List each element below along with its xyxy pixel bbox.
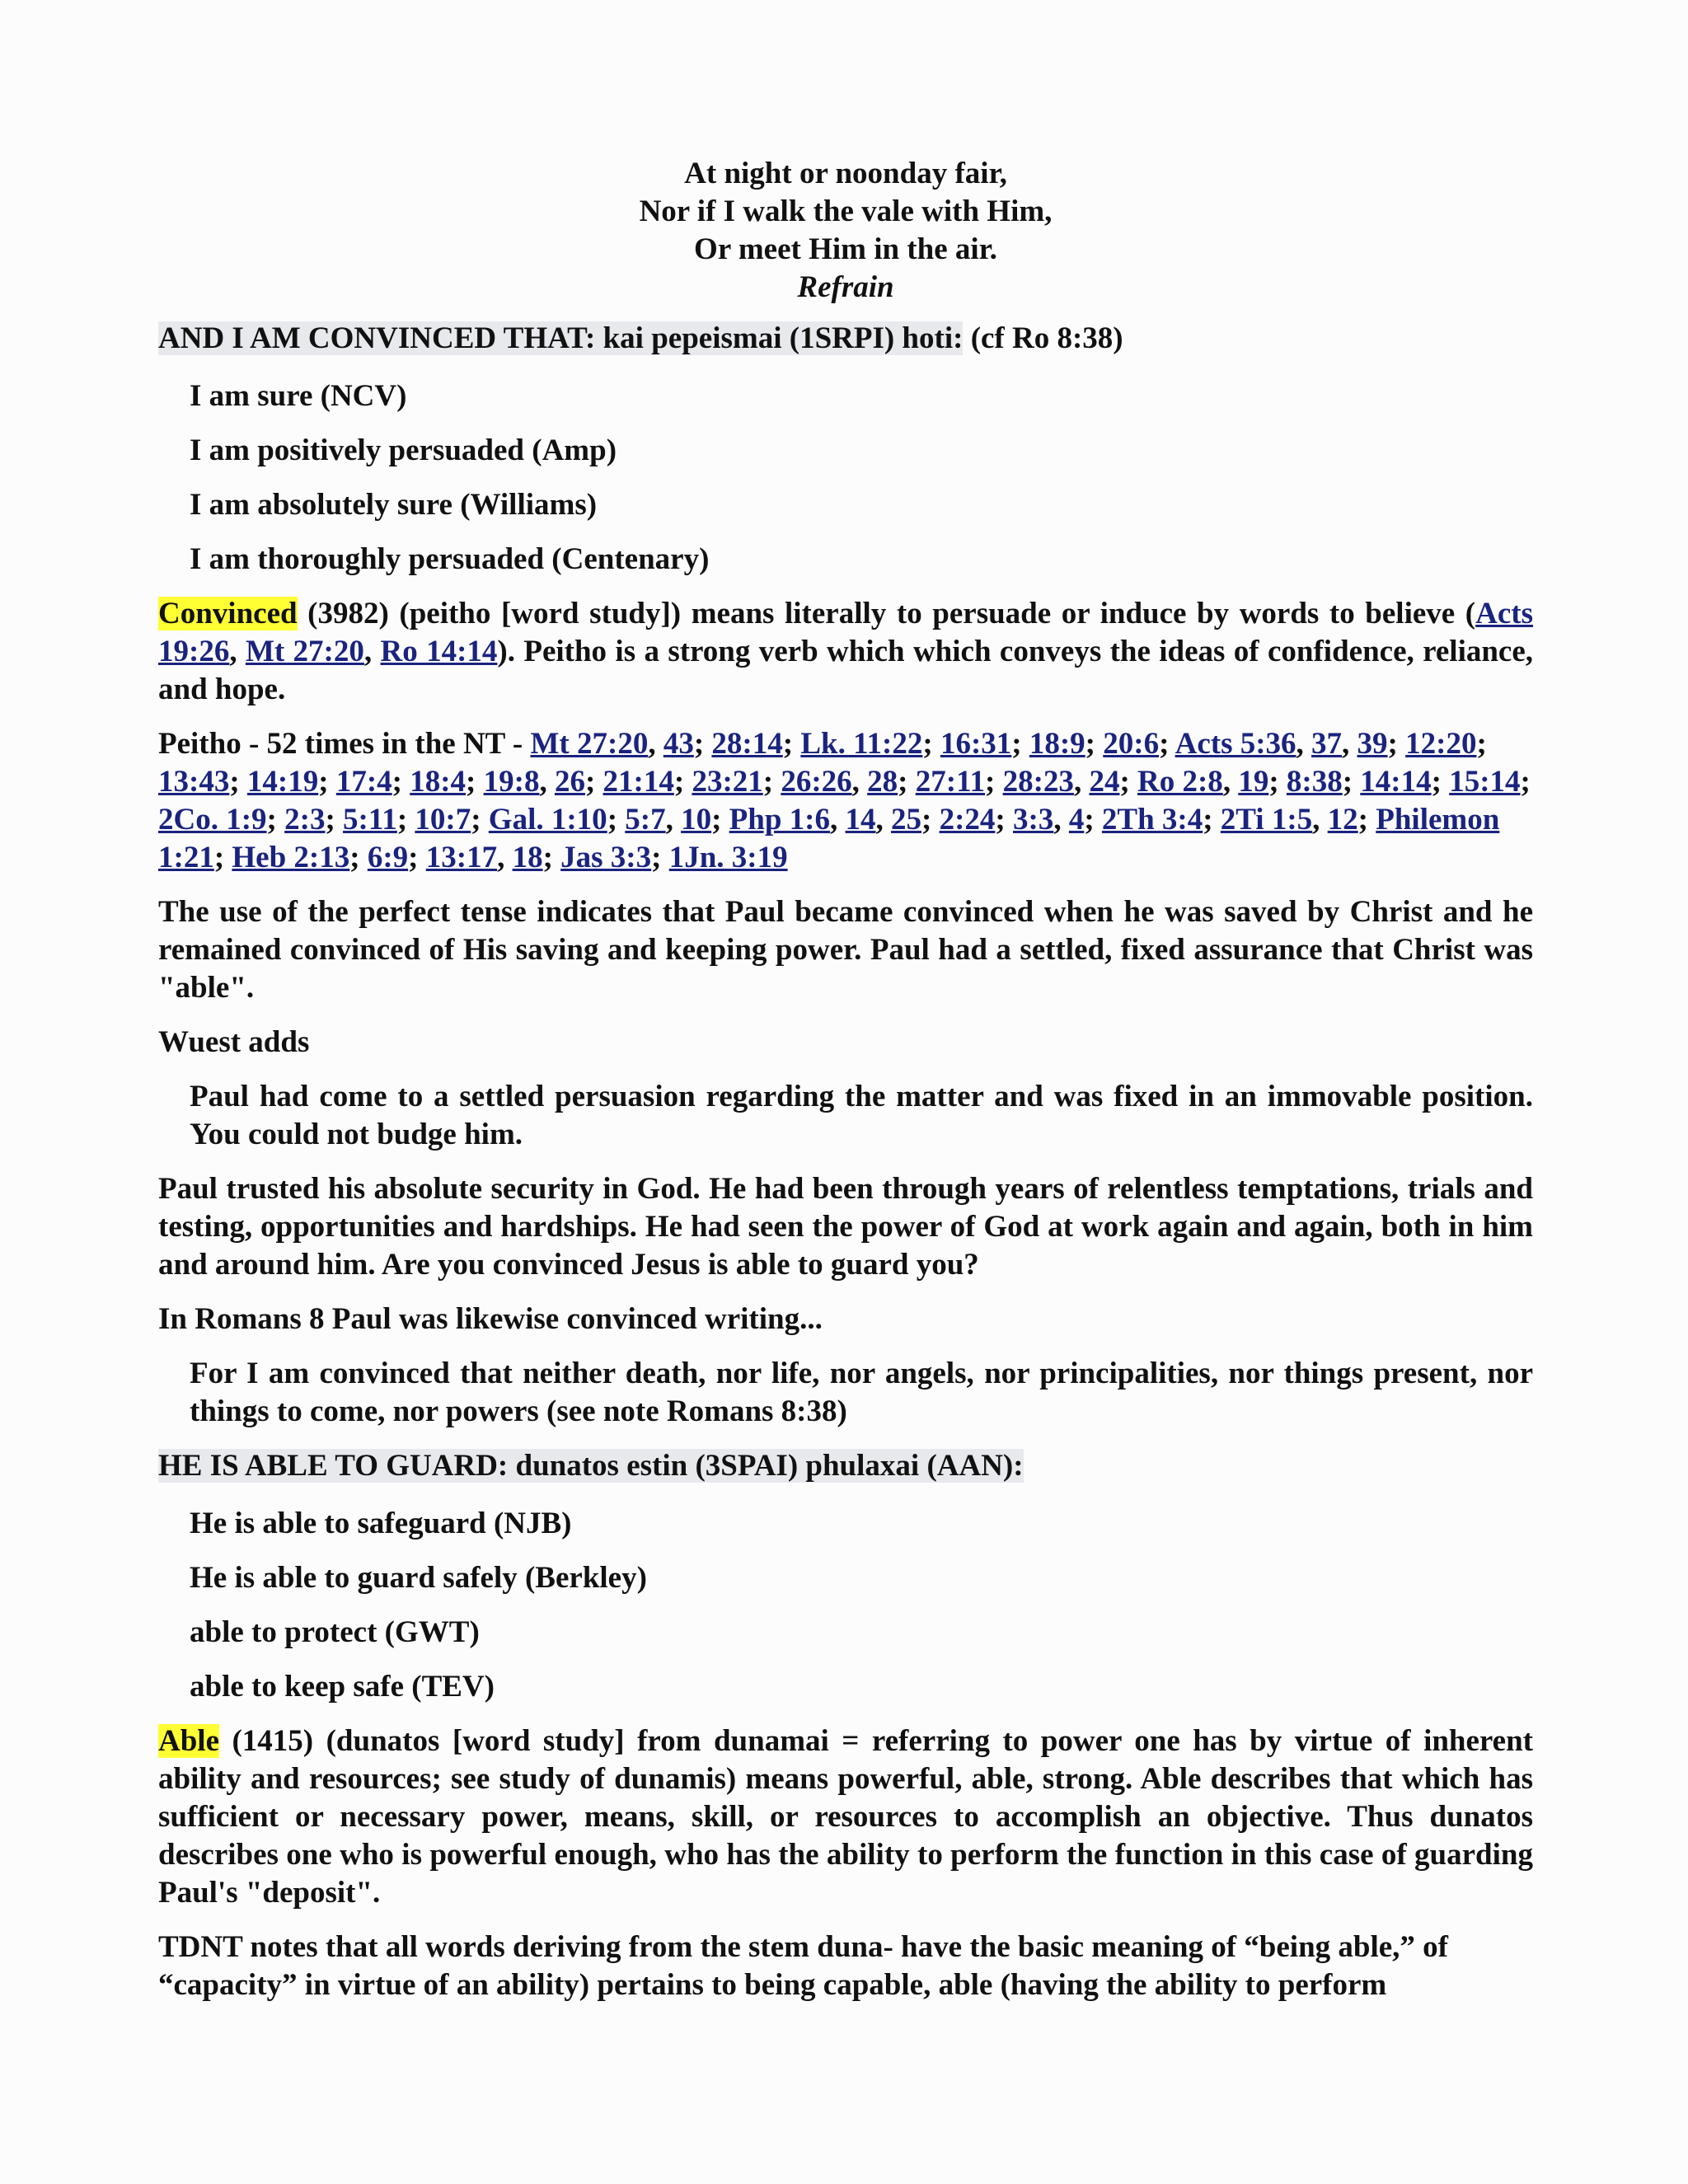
scripture-link[interactable]: 2Ti 1:5	[1220, 803, 1313, 837]
poem-line: At night or noonday fair,	[684, 157, 1007, 190]
separator: ;	[651, 841, 669, 874]
separator: ;	[921, 803, 940, 837]
scripture-link[interactable]: 2Th 3:4	[1101, 803, 1203, 837]
highlighted-term: Convinced	[158, 597, 298, 630]
able-definition	[158, 1722, 1533, 1912]
scripture-link[interactable]: 18	[512, 841, 543, 874]
definition-text: (3982) (peitho [word study]) means literally to persuade or induce by words to believe (	[297, 597, 1476, 630]
scripture-link[interactable]: 14:14	[1360, 765, 1432, 799]
romans-intro: In Romans 8 Paul was likewise convinced writing...	[158, 1302, 823, 1336]
separator: ,	[1073, 765, 1090, 799]
scripture-link[interactable]: 2Co. 1:9	[158, 803, 267, 837]
document-content	[158, 155, 1533, 2021]
separator: ;	[1268, 765, 1287, 799]
scripture-link[interactable]: 24	[1089, 765, 1120, 799]
separator: ;	[1203, 803, 1221, 837]
separator: ,	[1296, 727, 1312, 761]
scripture-link[interactable]: 3:3	[1012, 803, 1054, 837]
scripture-link[interactable]: Jas 3:3	[560, 841, 652, 874]
scripture-link[interactable]: 17:4	[335, 765, 392, 799]
romans-quote: For I am convinced that neither death, nor life, nor angels, nor principalities, nor things present, nor things to come, nor powers (see note Romans 8:38)	[190, 1357, 1533, 1428]
scripture-link[interactable]: 2:24	[939, 803, 996, 837]
scripture-link[interactable]: Heb 2:13	[232, 841, 350, 874]
separator: ;	[1119, 765, 1138, 799]
separator: ;	[542, 841, 561, 874]
separator: ,	[648, 727, 663, 761]
scripture-link[interactable]: 28:14	[711, 727, 783, 761]
translation-line: He is able to guard safely (Berkley)	[190, 1561, 647, 1595]
scripture-link[interactable]: 39	[1357, 727, 1388, 761]
scripture-link[interactable]: Php 1:6	[729, 803, 830, 837]
scripture-link[interactable]: 5:11	[343, 803, 397, 837]
separator: ,	[1342, 727, 1357, 761]
scripture-link[interactable]: 26:26	[781, 765, 852, 799]
translation-line: I am sure (NCV)	[190, 379, 407, 413]
separator: ;	[396, 803, 415, 837]
separator: ;	[1011, 727, 1029, 761]
separator: ;	[325, 803, 344, 837]
tdnt-paragraph: TDNT notes that all words deriving from the stem duna- have the basic meaning of “being able,” of “capacity” in virtue of an ability) pertains to being capable, able (having the ability to perform	[158, 1930, 1449, 2002]
separator: ;	[408, 841, 426, 874]
scripture-link[interactable]: 10:7	[415, 803, 471, 837]
scripture-link[interactable]: Acts 19:26	[158, 597, 1533, 668]
wuest-quote: Paul had come to a settled persuasion regarding the matter and was fixed in an immovable position. You could not budge him.	[190, 1080, 1533, 1151]
scripture-link[interactable]: 28:23	[1002, 765, 1074, 799]
scripture-link[interactable]: Philemon 1:21	[158, 803, 1500, 874]
scripture-link[interactable]: Gal. 1:10	[488, 803, 607, 837]
separator: ,	[1312, 803, 1328, 837]
usage-intro: Peitho - 52 times in the NT -	[158, 727, 531, 761]
separator: ;	[471, 803, 489, 837]
wuest-intro: Wuest adds	[158, 1025, 310, 1059]
separator: ,	[851, 765, 868, 799]
scripture-link[interactable]: 15:14	[1449, 765, 1521, 799]
poem-stanza	[158, 155, 1533, 307]
scripture-link[interactable]: Ro 2:8	[1137, 765, 1223, 799]
translation-line: able to protect (GWT)	[190, 1615, 480, 1649]
scripture-link[interactable]: 10	[681, 803, 712, 837]
scripture-link[interactable]: 8:38	[1286, 765, 1343, 799]
scripture-link[interactable]: 26	[554, 765, 585, 799]
separator: ;	[762, 765, 781, 799]
separator: ;	[995, 803, 1013, 837]
highlighted-term: Able	[158, 1724, 219, 1758]
convinced-definition	[158, 595, 1533, 709]
scripture-link[interactable]: 18:4	[410, 765, 467, 799]
scripture-link[interactable]: 13:17	[425, 841, 498, 874]
definition-text: ). Peitho is a strong verb which which conveys the ideas of confidence, reliance, and hope.	[158, 635, 1534, 706]
separator: ;	[466, 765, 484, 799]
separator: ;	[711, 803, 729, 837]
separator: ;	[673, 765, 692, 799]
separator: ;	[607, 803, 626, 837]
separator: ;	[1342, 765, 1361, 799]
separator: ;	[584, 765, 603, 799]
definition-text: (1415) (dunatos [word study] from dunamai = referring to power one has by virtue of inherent ability and resources; see study of dunamis) means powerful, able, strong. Able describes that which has sufficient or necessary power, means, skill, or resources to accomplish an objective. Thus dunatos describes one who is powerful enough, who has the ability to perform the function in this case of guarding Paul's "deposit".	[158, 1724, 1533, 1910]
scripture-link[interactable]: 12	[1327, 803, 1358, 837]
scripture-link[interactable]: 37	[1311, 727, 1343, 761]
separator: ,	[539, 765, 555, 799]
scripture-link[interactable]: 25	[891, 803, 921, 837]
scripture-link[interactable]: Mt 27:20	[530, 727, 649, 761]
separator: ;	[1431, 765, 1450, 799]
scripture-link[interactable]: 1Jn. 3:19	[668, 841, 788, 874]
separator: ,	[875, 803, 891, 837]
translation-line: I am positively persuaded (Amp)	[190, 434, 617, 467]
separator: ;	[782, 727, 801, 761]
separator: ;	[229, 765, 247, 799]
scripture-link[interactable]: 27:11	[915, 765, 986, 799]
poem-line: Or meet Him in the air.	[694, 232, 997, 266]
scripture-link[interactable]: 4	[1068, 803, 1085, 837]
scripture-link[interactable]: 21:14	[603, 765, 674, 799]
separator: ;	[693, 727, 712, 761]
scripture-link[interactable]: 6:9	[367, 841, 409, 874]
scripture-link[interactable]: 12:20	[1405, 727, 1477, 761]
scripture-link[interactable]: 5:7	[625, 803, 666, 837]
scripture-link[interactable]: 14	[845, 803, 876, 837]
translation-line: I am thoroughly persuaded (Centenary)	[190, 542, 710, 576]
perfect-tense-paragraph: The use of the perfect tense indicates that Paul became convinced when he was saved by Christ and he remained convinced of His saving and keeping power. Paul had a settled, fixed assurance that Christ was "able".	[158, 895, 1533, 1005]
separator: ;	[985, 765, 1003, 799]
translation-line: I am absolutely sure (Williams)	[190, 488, 598, 522]
separator: ,	[497, 841, 513, 874]
scripture-link[interactable]: 19:8	[483, 765, 540, 799]
heading-text: HE IS ABLE TO GUARD: dunatos estin (3SPAI) phulaxai (AAN):	[158, 1449, 1024, 1483]
scripture-link[interactable]: 18:9	[1029, 727, 1085, 761]
separator: ;	[1520, 765, 1531, 799]
separator: ,	[665, 803, 682, 837]
separator: ;	[266, 803, 285, 837]
separator: ;	[1085, 727, 1104, 761]
scripture-link[interactable]: 13:43	[158, 765, 230, 799]
scripture-link[interactable]: 28	[867, 765, 898, 799]
separator: ,	[229, 635, 246, 668]
separator: ;	[1357, 803, 1376, 837]
separator: ,	[363, 635, 381, 668]
section-heading-convinced	[158, 320, 1533, 358]
security-paragraph: Paul trusted his absolute security in God. He had been through years of relentless temptations, trials and testing, opportunities and hardships. He had seen the power of God at work again and again, both in him and around him. Are you convinced Jesus is able to guard you?	[158, 1172, 1533, 1282]
scripture-link[interactable]: Mt 27:20	[245, 635, 364, 668]
scripture-link[interactable]: 23:21	[692, 765, 763, 799]
scripture-link[interactable]: 43	[663, 727, 694, 761]
scripture-link[interactable]: 20:6	[1103, 727, 1160, 761]
separator: ;	[898, 765, 916, 799]
heading-suffix: (cf Ro 8:38)	[963, 321, 1123, 355]
separator: ;	[213, 841, 232, 874]
separator: ;	[1387, 727, 1406, 761]
section-heading-able	[158, 1447, 1533, 1485]
separator: ;	[1476, 727, 1487, 761]
poem-refrain: Refrain	[797, 270, 894, 304]
separator: ,	[1053, 803, 1069, 837]
translation-line: He is able to safeguard (NJB)	[190, 1507, 572, 1540]
separator: ;	[1159, 727, 1175, 761]
scripture-link[interactable]: 14:19	[246, 765, 319, 799]
scripture-link[interactable]: 2:3	[284, 803, 326, 837]
separator: ;	[349, 841, 368, 874]
scripture-link[interactable]: Lk. 11:22	[800, 727, 923, 761]
separator: ;	[318, 765, 336, 799]
translation-line: able to keep safe (TEV)	[190, 1670, 495, 1704]
separator: ;	[392, 765, 410, 799]
scripture-link[interactable]: 19	[1238, 765, 1269, 799]
separator: ;	[922, 727, 940, 761]
separator: ;	[1084, 803, 1102, 837]
separator: ,	[1222, 765, 1239, 799]
separator: ,	[830, 803, 846, 837]
scripture-link[interactable]: Ro 14:14	[380, 635, 498, 668]
heading-text: AND I AM CONVINCED THAT: kai pepeismai (1SRPI) hoti:	[158, 321, 964, 355]
scripture-link[interactable]: 16:31	[940, 727, 1012, 761]
peitho-usage-list	[158, 725, 1533, 877]
scripture-link[interactable]: Acts 5:36	[1175, 727, 1296, 761]
poem-line: Nor if I walk the vale with Him,	[639, 194, 1053, 228]
